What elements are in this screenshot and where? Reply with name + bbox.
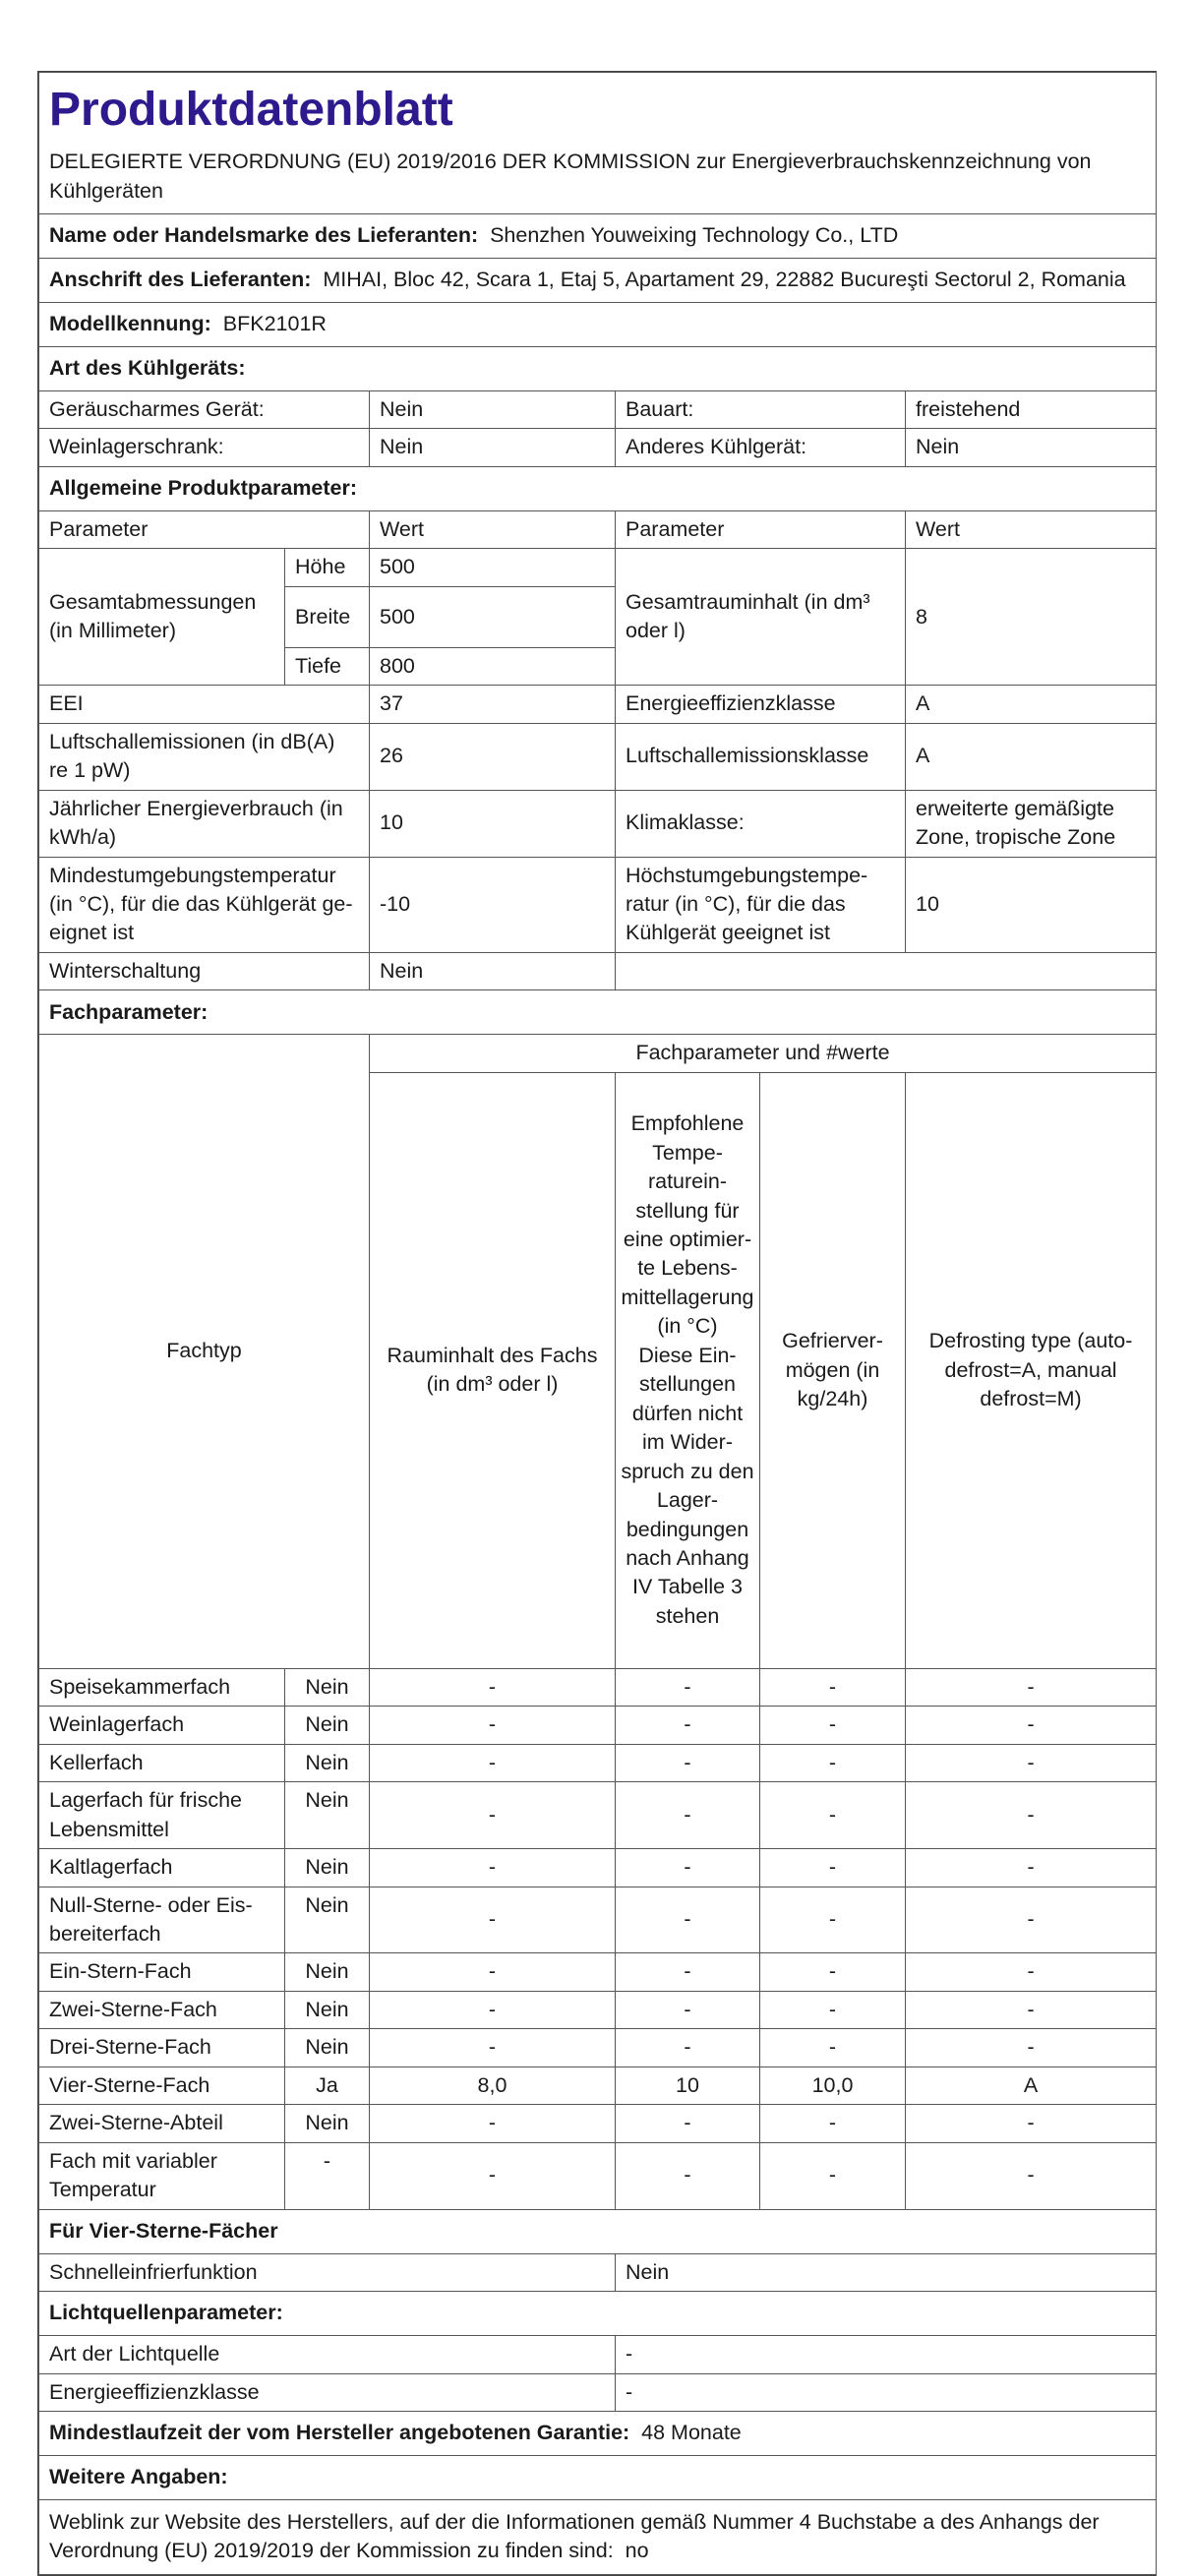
- compartments-heading: Fachparameter:: [39, 990, 1157, 1035]
- compartment-defrost: -: [906, 1707, 1157, 1744]
- compartment-name: Drei-Sterne-Fach: [39, 2029, 285, 2067]
- model-label: Modellkennung:: [49, 312, 211, 336]
- col-temp: [616, 1072, 760, 1668]
- compartment-defrost: -: [906, 1849, 1157, 1887]
- dims-label: Gesamtabmessungen (in Millimeter): [39, 549, 285, 686]
- col-defrost: Defrosting type (auto-defrost=A, manual defrost=M): [906, 1072, 1157, 1668]
- col-parameter-2: Parameter: [616, 510, 906, 548]
- compartment-temp: -: [616, 1707, 760, 1744]
- address-row: [39, 259, 1157, 303]
- climate-label: Klimaklasse:: [616, 790, 906, 857]
- compartment-row: [39, 2067, 1157, 2104]
- min-temp-value: -10: [370, 857, 616, 952]
- compartment-present: Ja: [285, 2067, 370, 2104]
- noise-class-label: Luftschallemissionsklasse: [616, 723, 906, 790]
- width-value: 500: [370, 586, 616, 647]
- winter-value: Nein: [370, 952, 616, 989]
- col-temp-line-a: Empfohlene Temperatureinstellung für eine optimierte Lebensmittellagerung (in °C): [621, 1111, 754, 1339]
- model-row: [39, 303, 1157, 347]
- winter-label: Winterschaltung: [39, 952, 370, 989]
- supplier-row: [39, 214, 1157, 259]
- compartment-row: [39, 2105, 1157, 2142]
- annual-energy-value: 10: [370, 790, 616, 857]
- light-type-value: -: [616, 2336, 1157, 2373]
- compartment-volume: -: [370, 1668, 616, 1706]
- compartment-temp: -: [616, 1744, 760, 1781]
- compartment-temp: -: [616, 2142, 760, 2209]
- compartment-freeze: -: [760, 2029, 906, 2067]
- compartment-present: Nein: [285, 1744, 370, 1781]
- compartment-freeze: -: [760, 1953, 906, 1991]
- compartment-temp: -: [616, 1668, 760, 1706]
- volume-value: 8: [906, 549, 1157, 686]
- compartment-present: Nein: [285, 1887, 370, 1953]
- compartment-temp: -: [616, 1953, 760, 1991]
- compartment-row: [39, 2142, 1157, 2209]
- compartment-freeze: -: [760, 1707, 906, 1744]
- compartment-row: [39, 1668, 1157, 1706]
- compartment-name: Kellerfach: [39, 1744, 285, 1781]
- product-data-sheet: [37, 71, 1157, 2576]
- col-volume: Rauminhalt des Fachs (in dm³ oder l): [370, 1072, 616, 1668]
- light-class-value: -: [616, 2373, 1157, 2411]
- compartment-row: [39, 2029, 1157, 2067]
- energy-class-label: Energieeffizienzklasse: [616, 686, 906, 723]
- further-value: no: [625, 2539, 649, 2563]
- model-value: BFK2101R: [222, 312, 327, 336]
- further-text: Weblink zur Website des Herstellers, auf der die Informationen gemäß Nummer 4 Buchstabe a des Anhangs der Verordnung (EU) 2019/2019 der Kommission zu finden sind:: [49, 2510, 1100, 2563]
- light-type-label: Art der Lichtquelle: [39, 2336, 616, 2373]
- noise-label: Luftschallemissionen (in dB(A) re 1 pW): [39, 723, 370, 790]
- noise-value: 26: [370, 723, 616, 790]
- climate-value: erweiterte gemäßigte Zone, tropische Zone: [906, 790, 1157, 857]
- max-temp-label: Höchstumgebungstemperatur (in °C), für die das Kühlgerät geeignet ist: [616, 857, 906, 952]
- compartment-row: [39, 1707, 1157, 1744]
- compartment-present: Nein: [285, 1782, 370, 1849]
- compartment-freeze: -: [760, 1668, 906, 1706]
- design-label: Bauart:: [616, 391, 906, 429]
- address-label: Anschrift des Lieferanten:: [49, 268, 312, 292]
- warranty-value: 48 Monate: [641, 2421, 742, 2445]
- compartment-volume: -: [370, 1707, 616, 1744]
- compartment-present: Nein: [285, 1707, 370, 1744]
- volume-label: Gesamtrauminhalt (in dm³ oder l): [616, 549, 906, 686]
- compartment-row: [39, 1887, 1157, 1953]
- compartment-name: Null-Sterne- oder Eisbereiterfach: [39, 1887, 285, 1953]
- header-cell: [39, 73, 1157, 214]
- compartment-volume: -: [370, 1953, 616, 1991]
- wine-label: Weinlagerschrank:: [39, 429, 370, 466]
- wine-value: Nein: [370, 429, 616, 466]
- regulation-text: DELEGIERTE VERORDNUNG (EU) 2019/2016 DER KOMMISSION zur Energieverbrauchskennzeichnung von Kühlgeräten: [49, 150, 1092, 203]
- compartment-volume: -: [370, 2105, 616, 2142]
- compartment-row: [39, 1991, 1157, 2028]
- compartment-name: Speisekammerfach: [39, 1668, 285, 1706]
- compartment-present: Nein: [285, 1668, 370, 1706]
- low-noise-label: Geräuscharmes Gerät:: [39, 391, 370, 429]
- height-value: 500: [370, 549, 616, 586]
- compartment-defrost: -: [906, 1887, 1157, 1953]
- col-freeze: Gefriervermögen (in kg/24h): [760, 1072, 906, 1668]
- compartment-defrost: -: [906, 2105, 1157, 2142]
- supplier-label: Name oder Handelsmarke des Lieferanten:: [49, 223, 479, 248]
- compartment-freeze: -: [760, 2142, 906, 2209]
- annual-energy-label: Jährlicher Energieverbrauch (in kWh/a): [39, 790, 370, 857]
- compartment-volume: -: [370, 1887, 616, 1953]
- max-temp-value: 10: [906, 857, 1157, 952]
- compartment-defrost: -: [906, 1668, 1157, 1706]
- compartment-freeze: -: [760, 1887, 906, 1953]
- compartment-volume: -: [370, 2029, 616, 2067]
- noise-class-value: A: [906, 723, 1157, 790]
- compartment-volume: -: [370, 2142, 616, 2209]
- compartment-rows: [39, 1668, 1157, 2209]
- compartment-row: [39, 1953, 1157, 1991]
- design-value: freistehend: [906, 391, 1157, 429]
- compartment-temp: 10: [616, 2067, 760, 2104]
- compartment-defrost: -: [906, 1744, 1157, 1781]
- compartment-temp: -: [616, 1991, 760, 2028]
- compartment-name: Fach mit variabler Temperatur: [39, 2142, 285, 2209]
- compartment-freeze: -: [760, 1782, 906, 1849]
- compartment-volume: 8,0: [370, 2067, 616, 2104]
- col-temp-line-b: Diese Einstellungen dürfen nicht im Widerspruch zu den Lagerbedingungen nach Anhang IV Tabelle 3 stehen: [621, 1343, 754, 1628]
- compartment-temp: -: [616, 1849, 760, 1887]
- warranty-label: Mindestlaufzeit der vom Hersteller angebotenen Garantie:: [49, 2421, 630, 2445]
- light-heading: Lichtquellenparameter:: [39, 2292, 1157, 2336]
- compartment-name: Zwei-Sterne-Fach: [39, 1991, 285, 2028]
- depth-value: 800: [370, 647, 616, 685]
- compartment-defrost: -: [906, 2142, 1157, 2209]
- compartment-name: Weinlagerfach: [39, 1707, 285, 1744]
- compartment-defrost: -: [906, 1953, 1157, 1991]
- eei-value: 37: [370, 686, 616, 723]
- col-fachtyp: Fachtyp: [39, 1035, 370, 1668]
- low-noise-value: Nein: [370, 391, 616, 429]
- warranty-row: [39, 2411, 1157, 2455]
- depth-label: Tiefe: [285, 647, 370, 685]
- compartment-defrost: -: [906, 1782, 1157, 1849]
- compartment-name: Ein-Stern-Fach: [39, 1953, 285, 1991]
- fast-freeze-label: Schnelleinfrierfunktion: [39, 2253, 616, 2291]
- compartment-name: Zwei-Sterne-Abteil: [39, 2105, 285, 2142]
- group-header: Fachparameter und #werte: [370, 1035, 1157, 1072]
- further-info: [39, 2499, 1157, 2574]
- energy-class-value: A: [906, 686, 1157, 723]
- general-heading: Allgemeine Produktparameter:: [39, 466, 1157, 510]
- compartment-name: Vier-Sterne-Fach: [39, 2067, 285, 2104]
- compartment-present: Nein: [285, 2029, 370, 2067]
- light-class-label: Energieeffizienzklasse: [39, 2373, 616, 2411]
- compartment-freeze: -: [760, 1744, 906, 1781]
- compartment-temp: -: [616, 1782, 760, 1849]
- compartment-defrost: -: [906, 2029, 1157, 2067]
- col-value: Wert: [370, 510, 616, 548]
- compartment-present: Nein: [285, 2105, 370, 2142]
- compartment-volume: -: [370, 1849, 616, 1887]
- width-label: Breite: [285, 586, 370, 647]
- compartment-freeze: -: [760, 1991, 906, 2028]
- col-parameter: Parameter: [39, 510, 370, 548]
- eei-label: EEI: [39, 686, 370, 723]
- compartment-temp: -: [616, 2029, 760, 2067]
- compartment-row: [39, 1849, 1157, 1887]
- compartment-defrost: A: [906, 2067, 1157, 2104]
- data-table: [38, 72, 1157, 2575]
- compartment-volume: -: [370, 1991, 616, 2028]
- compartment-defrost: -: [906, 1991, 1157, 2028]
- compartment-volume: -: [370, 1744, 616, 1781]
- compartment-freeze: 10,0: [760, 2067, 906, 2104]
- further-heading: Weitere Angaben:: [39, 2455, 1157, 2499]
- compartment-present: Nein: [285, 1953, 370, 1991]
- col-value-2: Wert: [906, 510, 1157, 548]
- compartment-volume: -: [370, 1782, 616, 1849]
- other-label: Anderes Kühlgerät:: [616, 429, 906, 466]
- compartment-name: Kaltlagerfach: [39, 1849, 285, 1887]
- address-value: MIHAI, Bloc 42, Scara 1, Etaj 5, Apartament 29, 22882 Bucureşti Sectorul 2, Romania: [323, 268, 1126, 292]
- page-title: Produktdatenblatt: [49, 84, 453, 137]
- compartment-present: Nein: [285, 1991, 370, 2028]
- min-temp-label: Mindestumgebungstemperatur (in °C), für die das Kühlgerät geeignet ist: [39, 857, 370, 952]
- compartment-row: [39, 1782, 1157, 1849]
- compartment-present: Nein: [285, 1849, 370, 1887]
- other-value: Nein: [906, 429, 1157, 466]
- empty-cell: [616, 952, 1157, 989]
- compartment-name: Lagerfach für frische Lebensmittel: [39, 1782, 285, 1849]
- compartment-freeze: -: [760, 2105, 906, 2142]
- type-heading: Art des Kühlgeräts:: [39, 347, 1157, 391]
- compartment-row: [39, 1744, 1157, 1781]
- compartment-temp: -: [616, 1887, 760, 1953]
- compartment-freeze: -: [760, 1849, 906, 1887]
- four-star-heading: Für Vier-Sterne-Fächer: [39, 2209, 1157, 2253]
- height-label: Höhe: [285, 549, 370, 586]
- compartment-present: -: [285, 2142, 370, 2209]
- supplier-value: Shenzhen Youweixing Technology Co., LTD: [490, 223, 899, 248]
- fast-freeze-value: Nein: [616, 2253, 1157, 2291]
- compartment-temp: -: [616, 2105, 760, 2142]
